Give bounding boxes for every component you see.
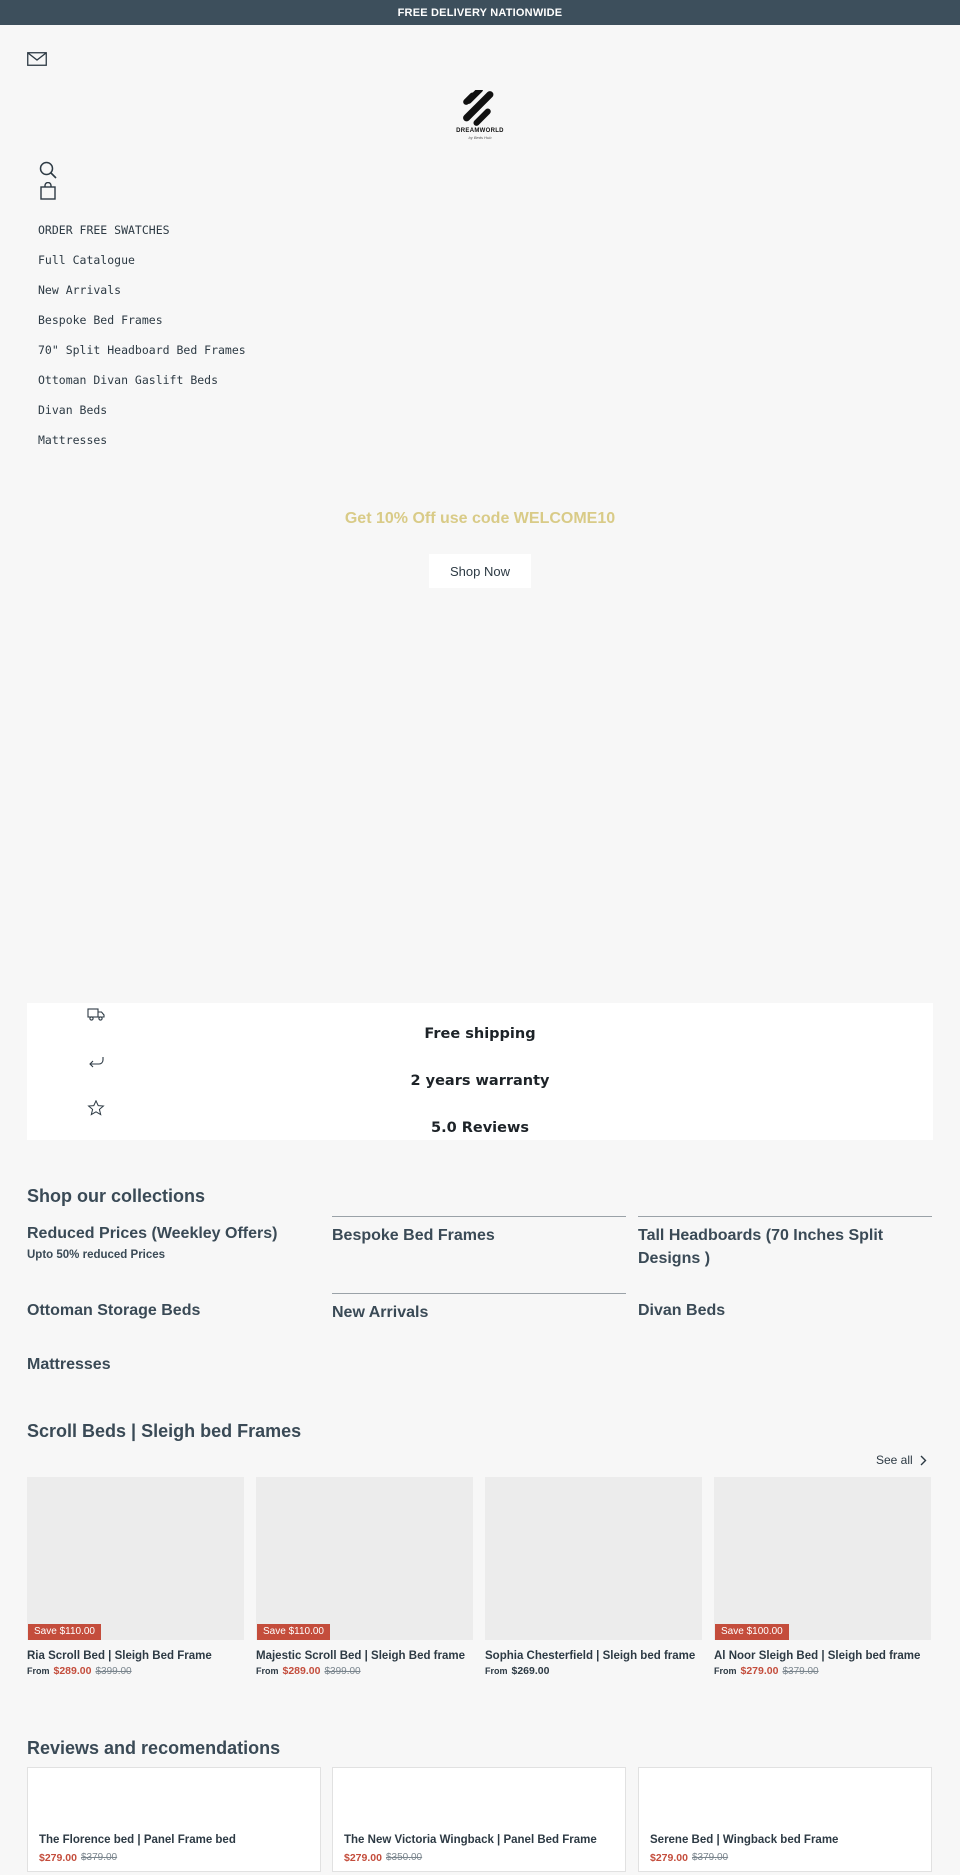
reviews-heading: Reviews and recomendations bbox=[27, 1738, 281, 1758]
logo-mark-icon bbox=[460, 90, 500, 126]
logo-wordmark: DREAMWORLD bbox=[456, 128, 504, 134]
product-image[interactable] bbox=[256, 1477, 473, 1640]
mail-icon[interactable] bbox=[27, 52, 47, 66]
collection-reduced-prices[interactable]: Reduced Prices (Weekley Offers) bbox=[27, 1225, 278, 1242]
collection-ottoman-storage[interactable]: Ottoman Storage Beds bbox=[27, 1302, 201, 1319]
nav-item-full-catalogue[interactable]: Full Catalogue bbox=[38, 253, 135, 267]
review-price-row bbox=[344, 1852, 422, 1864]
sale-badge: Save $110.00 bbox=[28, 1624, 101, 1640]
hero-title: Get 10% Off use code WELCOME10 bbox=[344, 510, 616, 527]
compare-price: $379.00 bbox=[691, 1852, 729, 1863]
nav-item-bespoke-bed-frames[interactable]: Bespoke Bed Frames bbox=[38, 313, 163, 327]
sale-price: $289.00 bbox=[53, 1665, 92, 1677]
collection-divan-beds[interactable]: Divan Beds bbox=[638, 1302, 726, 1319]
feature-warranty: 2 years warranty bbox=[410, 1073, 550, 1089]
feature-free-shipping: Free shipping bbox=[424, 1026, 536, 1042]
product-price-row bbox=[256, 1665, 473, 1677]
collection-bespoke-bed-frames[interactable]: Bespoke Bed Frames bbox=[332, 1227, 495, 1244]
product-card[interactable] bbox=[27, 1477, 244, 1677]
shop-now-button[interactable]: Shop Now bbox=[429, 554, 531, 588]
sale-badge: Save $110.00 bbox=[257, 1624, 330, 1640]
price-from-label: From bbox=[256, 1666, 279, 1676]
review-card[interactable] bbox=[638, 1767, 932, 1872]
collection-divider bbox=[332, 1216, 626, 1217]
compare-price: $379.00 bbox=[80, 1852, 118, 1863]
compare-price: $350.00 bbox=[385, 1852, 423, 1863]
chevron-right-icon bbox=[919, 1455, 927, 1466]
collection-divider bbox=[638, 1216, 932, 1217]
sale-price: $279.00 bbox=[650, 1852, 688, 1864]
see-all-link[interactable] bbox=[876, 1453, 927, 1467]
sale-badge: Save $100.00 bbox=[715, 1624, 789, 1640]
product-image[interactable] bbox=[485, 1477, 702, 1640]
compare-price: $399.00 bbox=[324, 1666, 361, 1677]
compare-price: $399.00 bbox=[95, 1666, 132, 1677]
sale-price: $279.00 bbox=[344, 1852, 382, 1864]
main-nav bbox=[38, 220, 246, 460]
scroll-beds-heading: Scroll Beds | Sleigh bed Frames bbox=[27, 1421, 302, 1441]
return-arrow-icon bbox=[87, 1053, 105, 1069]
review-product-title[interactable]: Serene Bed | Wingback bed Frame bbox=[650, 1834, 839, 1846]
price-from-label: From bbox=[714, 1666, 737, 1676]
nav-item-ottoman-divan[interactable]: Ottoman Divan Gaslift Beds bbox=[38, 373, 219, 387]
product-title[interactable]: Majestic Scroll Bed | Sleigh Bed frame bbox=[256, 1650, 466, 1662]
product-price-row bbox=[485, 1665, 702, 1677]
feature-reviews: 5.0 Reviews bbox=[430, 1120, 530, 1136]
product-card[interactable] bbox=[714, 1477, 931, 1677]
announcement-text: FREE DELIVERY NATIONWIDE bbox=[397, 6, 563, 19]
nav-item-divan-beds[interactable]: Divan Beds bbox=[38, 403, 108, 417]
product-card[interactable] bbox=[256, 1477, 473, 1677]
site-logo[interactable] bbox=[452, 90, 508, 142]
sale-price: $279.00 bbox=[39, 1852, 77, 1864]
review-price-row bbox=[39, 1852, 117, 1864]
nav-item-split-headboard[interactable]: 70" Split Headboard Bed Frames bbox=[38, 343, 246, 357]
collection-tall-headboards[interactable]: Tall Headboards (70 Inches Split Designs ) bbox=[638, 1227, 884, 1267]
see-all-label: See all bbox=[876, 1453, 913, 1467]
product-image[interactable] bbox=[27, 1477, 244, 1640]
product-title[interactable]: Al Noor Sleigh Bed | Sleigh bed frame bbox=[714, 1650, 921, 1662]
logo-subtitle: by Beds Hub bbox=[468, 135, 492, 140]
nav-item-mattresses[interactable]: Mattresses bbox=[38, 433, 108, 447]
regular-price: $269.00 bbox=[511, 1665, 550, 1677]
collection-divider bbox=[332, 1293, 626, 1294]
review-card[interactable] bbox=[27, 1767, 321, 1872]
product-price-row bbox=[27, 1665, 244, 1677]
review-card[interactable] bbox=[332, 1767, 626, 1872]
collection-new-arrivals[interactable]: New Arrivals bbox=[332, 1304, 429, 1321]
product-card[interactable] bbox=[485, 1477, 702, 1677]
collections-heading: Shop our collections bbox=[27, 1186, 206, 1206]
compare-price: $379.00 bbox=[782, 1666, 819, 1677]
product-price-row bbox=[714, 1665, 931, 1677]
sale-price: $289.00 bbox=[282, 1665, 321, 1677]
star-icon bbox=[87, 1100, 105, 1116]
collection-mattresses[interactable]: Mattresses bbox=[27, 1356, 111, 1373]
bag-icon[interactable] bbox=[40, 182, 56, 200]
search-icon[interactable] bbox=[39, 161, 57, 179]
features-strip bbox=[27, 1003, 933, 1140]
review-product-title[interactable]: The Florence bed | Panel Frame bed bbox=[39, 1834, 236, 1846]
sale-price: $279.00 bbox=[740, 1665, 779, 1677]
product-image[interactable] bbox=[714, 1477, 931, 1640]
product-title[interactable]: Ria Scroll Bed | Sleigh Bed Frame bbox=[27, 1650, 212, 1662]
nav-item-new-arrivals[interactable]: New Arrivals bbox=[38, 283, 122, 297]
review-price-row bbox=[650, 1852, 728, 1864]
review-product-title[interactable]: The New Victoria Wingback | Panel Bed Frame bbox=[344, 1834, 597, 1846]
truck-icon bbox=[87, 1006, 105, 1022]
price-from-label: From bbox=[27, 1666, 50, 1676]
product-title[interactable]: Sophia Chesterfield | Sleigh bed frame bbox=[485, 1650, 696, 1662]
nav-item-order-swatches[interactable]: ORDER FREE SWATCHES bbox=[38, 223, 170, 237]
price-from-label: From bbox=[485, 1666, 508, 1676]
announcement-bar bbox=[0, 0, 960, 25]
collection-reduced-subtitle: Upto 50% reduced Prices bbox=[27, 1249, 166, 1261]
